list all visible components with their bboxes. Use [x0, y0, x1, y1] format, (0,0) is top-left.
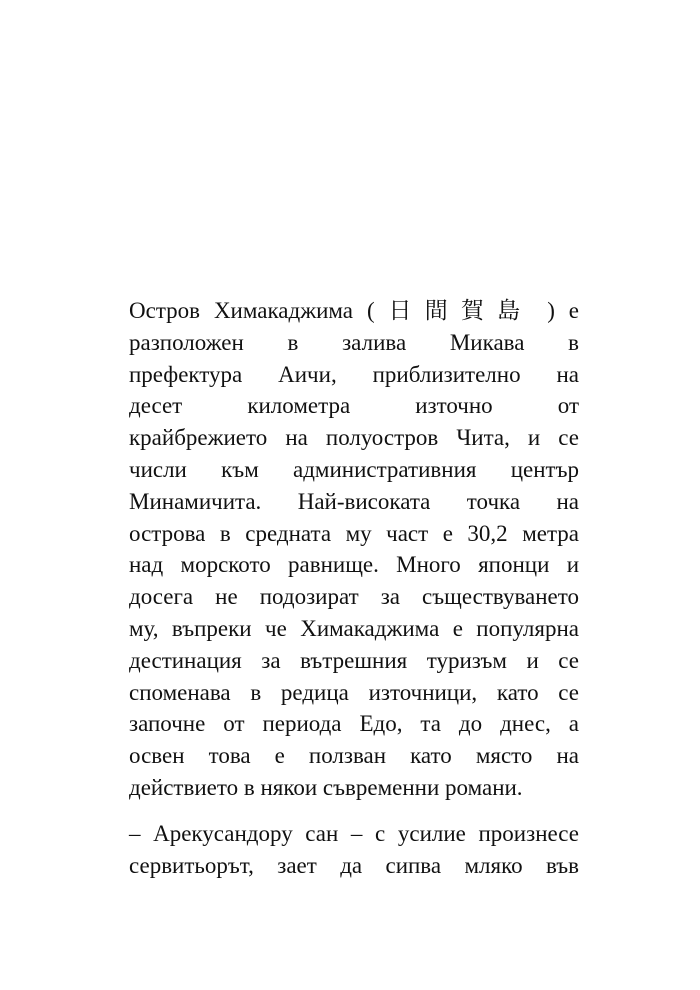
text-line: дестинация за вътрешния туризъм и се — [129, 647, 579, 673]
body-text — [129, 295, 579, 881]
text-line: острова в средната му част е 30,2 метра — [129, 520, 579, 546]
japanese-name: 日間賀島 — [388, 298, 534, 323]
text-line: Минамичита. Най-високата точка на — [129, 488, 579, 514]
text-line: – Арекусандору сан – с усилие произнесе — [129, 820, 579, 846]
text-line: префектура Аичи, приблизително на — [129, 361, 579, 387]
text-line: десет километра източно от — [129, 393, 579, 419]
paragraph-island-description — [129, 295, 579, 804]
text-line: разположен в залива Микава в — [129, 329, 579, 355]
text-line: над морското равнище. Много японци и — [129, 552, 579, 578]
text-line: действието в някои съвременни романи. — [129, 774, 523, 800]
text-line — [129, 295, 579, 327]
text-line: освен това е ползван като място на — [129, 743, 579, 769]
text-segment: ) е — [547, 298, 580, 323]
paragraph-gap — [129, 804, 579, 818]
text-line: споменава в редица източници, като се — [129, 679, 579, 705]
text-line: крайбрежието на полуостров Чита, и се — [129, 425, 579, 451]
text-line: започне от периода Едо, та до днес, а — [129, 711, 579, 737]
text-line: досега не подозират за съществуването — [129, 584, 579, 610]
text-line: му, въпреки че Химакаджима е популярна — [129, 615, 579, 641]
paragraph-dialogue — [129, 818, 579, 882]
text-segment: Остров Химакаджима ( — [129, 298, 375, 323]
text-line: сервитьорът, зает да сипва мляко във — [129, 852, 579, 878]
text-line: числи към административния център — [129, 456, 579, 482]
